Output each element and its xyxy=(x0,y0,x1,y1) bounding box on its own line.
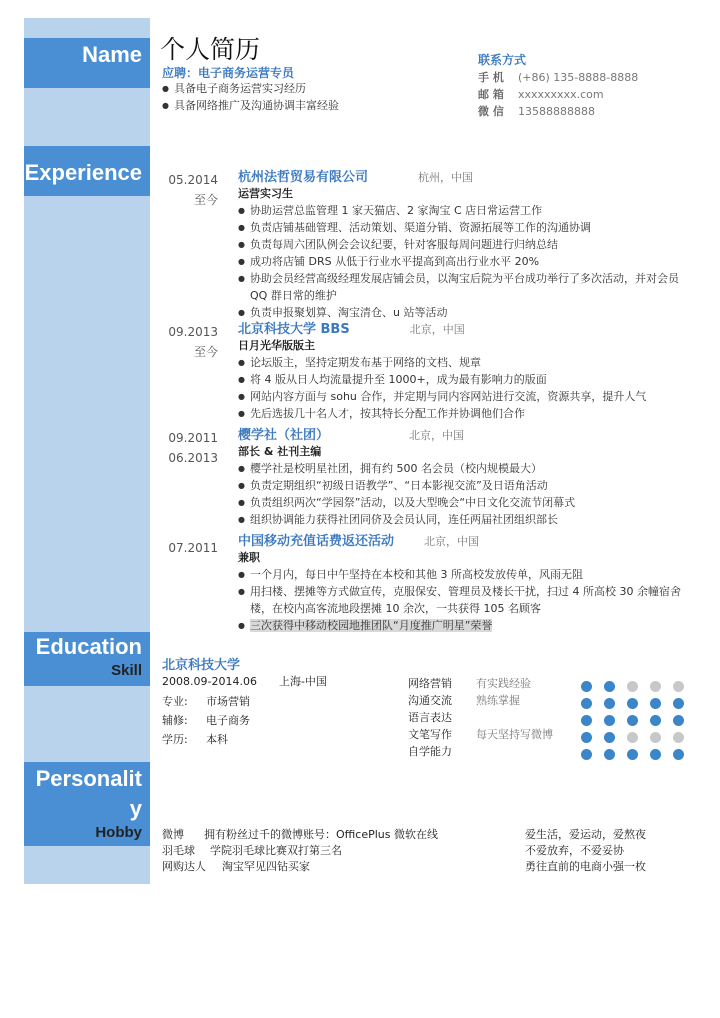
section-band-personality xyxy=(24,762,150,846)
exp-bullet: ● 成功将店铺 DRS 从低于行业水平提高到高出行业水平 20% xyxy=(238,253,698,270)
exp-bullet: ● 一个月内，每日中午坚持在本校和其他 3 所高校发放传单，风雨无阻 xyxy=(238,566,698,583)
rating-dot-filled xyxy=(581,749,592,760)
contact-block xyxy=(478,52,638,120)
skill-rating-row xyxy=(581,728,696,745)
section-personality-label: Personalit xyxy=(35,766,142,791)
rating-dot-filled xyxy=(673,749,684,760)
rating-dot-filled xyxy=(581,681,592,692)
exp-1 xyxy=(238,166,698,321)
section-personality-label-cont: y xyxy=(129,796,142,821)
header-points xyxy=(162,80,339,114)
exp-bullet: ● 协助运营总监管理 1 家天猫店、2 家淘宝 C 店日常运营工作 xyxy=(238,202,698,219)
exp-2-date: 09.2013 至今 xyxy=(168,325,218,359)
header-point: ● 具备网络推广及沟通协调丰富经验 xyxy=(162,97,339,114)
rating-dot-filled xyxy=(604,681,615,692)
exp-1-role: 运营实习生 xyxy=(238,187,293,200)
exp-4-loc: 北京，中国 xyxy=(424,535,480,548)
exp-bullet: ● 将 4 版从日人均流量提升至 1000+，成为最有影响力的版面 xyxy=(238,371,698,388)
exp-bullet: ● 协助会员经营高级经理发展店铺会员，以淘宝后院为平台成功举行了多次活动，并对会员 QQ 群日常的维护 xyxy=(238,270,698,304)
exp-bullet: ● 网站内容方面与 sohu 合作，并定期与同内容网站进行交流，资源共享，提升人气 xyxy=(238,388,698,405)
rating-dot-filled xyxy=(650,749,661,760)
rating-dot-empty xyxy=(673,732,684,743)
exp-bullet: ● 负责每周六团队例会会议纪要，针对客服每周问题进行归纳总结 xyxy=(238,236,698,253)
contact-phone: 手 机 (+86) 135-8888-8888 xyxy=(478,71,639,84)
rating-dot-filled xyxy=(650,698,661,709)
rating-dot-empty xyxy=(650,732,661,743)
exp-bullet: ● 组织协调能力获得社团同侪及会员认同，连任两届社团组织部长 xyxy=(238,511,698,528)
education-school: 北京科技大学 xyxy=(162,658,241,673)
contact-email: 邮 箱 xxxxxxxxx.com xyxy=(478,88,604,101)
exp-4-role: 兼职 xyxy=(238,551,260,564)
skill-rating-row xyxy=(581,745,696,762)
exp-4 xyxy=(238,530,698,634)
job-objective: 应聘：电子商务运营专员 xyxy=(162,66,295,80)
exp-3 xyxy=(238,424,698,528)
education-details: 专业: 市场营销 辅修: 电子商务 学历: 本科 xyxy=(162,695,250,746)
section-hobby-label: Hobby xyxy=(95,824,142,841)
exp-1-date: 05.2014 至今 xyxy=(168,173,218,207)
page-title: 个人简历 xyxy=(160,35,261,64)
rating-dot-filled xyxy=(650,715,661,726)
exp-bullet: ● 樱学社是校明星社团，拥有约 500 名会员（校内规模最大） xyxy=(238,460,698,477)
rating-dot-empty xyxy=(650,681,661,692)
section-band-education xyxy=(24,632,150,686)
rating-dot-filled xyxy=(627,698,638,709)
rating-dot-filled xyxy=(604,732,615,743)
exp-2-role: 日月光华版版主 xyxy=(238,339,315,352)
rating-dot-filled xyxy=(604,715,615,726)
skill-rating-dots xyxy=(581,677,696,762)
exp-bullet: ● 用扫楼、摆摊等方式做宣传，克服保安、管理员及楼长干扰，扫过 4 所高校 30 余幢宿舍楼，在校内高客流地段摆摊 10 余次，一共获得 105 名顾客 xyxy=(238,583,698,617)
exp-3-date: 09.2011 06.2013 xyxy=(168,431,218,465)
exp-1-loc: 杭州，中国 xyxy=(418,171,474,184)
exp-bullet: ● 论坛版主，坚持定期发布基于网络的文档、规章 xyxy=(238,354,698,371)
section-education-label: Education xyxy=(35,634,142,659)
skill-rating-row xyxy=(581,677,696,694)
section-experience-label: Experience xyxy=(24,160,142,185)
rating-dot-empty xyxy=(627,681,638,692)
exp-bullet: ● 负责店铺基础管理、活动策划、渠道分销、资源拓展等工作的沟通协调 xyxy=(238,219,698,236)
exp-4-org: 中国移动充值话费返还活动 xyxy=(238,534,395,549)
exp-3-loc: 北京，中国 xyxy=(409,429,465,442)
exp-bullet: ● 负责组织两次“学园祭”活动，以及大型晚会“中日文化交流节闭幕式 xyxy=(238,494,698,511)
rating-dot-filled xyxy=(673,698,684,709)
exp-1-org: 杭州法哲贸易有限公司 xyxy=(238,170,369,185)
exp-2-org: 北京科技大学 BBS xyxy=(238,322,350,337)
rating-dot-filled xyxy=(627,749,638,760)
exp-4-date: 07.2011 xyxy=(168,541,218,555)
education-period: 2008.09-2014.06 上海-中国 xyxy=(162,675,327,688)
rating-dot-filled xyxy=(604,698,615,709)
section-name-label: Name xyxy=(82,42,142,67)
exp-3-role: 部长 & 社刊主编 xyxy=(238,445,322,458)
hobby-list: 微博 拥有粉丝过千的微博账号：OfficePlus 微软在线 羽毛球 学院羽毛球比赛双打第三名 网购达人 淘宝罕见四钻买家 xyxy=(162,828,438,873)
exp-bullet: ● 三次获得中移动校园地推团队“月度推广明星”荣誉 xyxy=(238,617,698,634)
section-skill-label: Skill xyxy=(111,662,142,679)
personality-list: 爱生活，爱运动，爱熬夜 不爱放弃，不爱妥协 勇往直前的电商小强一枚 xyxy=(525,828,646,873)
rating-dot-filled xyxy=(627,715,638,726)
rating-dot-filled xyxy=(581,732,592,743)
exp-bullet: ● 负责申报聚划算、淘宝清仓、u 站等活动 xyxy=(238,304,698,321)
exp-2-loc: 北京，中国 xyxy=(409,323,465,336)
exp-bullet: ● 负责定期组织“初级日语教学”、“日本影视交流”及日语角活动 xyxy=(238,477,698,494)
section-band-experience xyxy=(24,146,150,196)
exp-3-org: 樱学社（社团） xyxy=(238,428,330,443)
contact-wechat: 微 信 13588888888 xyxy=(478,105,595,118)
exp-bullet: ● 先后选拔几十名人才，按其特长分配工作并协调他们合作 xyxy=(238,405,698,422)
skill-rating-row xyxy=(581,694,696,711)
rating-dot-empty xyxy=(673,681,684,692)
rating-dot-filled xyxy=(673,715,684,726)
header-point: ● 具备电子商务运营实习经历 xyxy=(162,80,339,97)
exp-2 xyxy=(238,318,698,422)
rating-dot-filled xyxy=(581,698,592,709)
rating-dot-empty xyxy=(627,732,638,743)
contact-heading: 联系方式 xyxy=(478,53,527,67)
section-band-name xyxy=(24,38,150,88)
skills-list: 网络营销 有实践经验 沟通交流 熟练掌握 语言表达 文笔写作 每天坚持写微博 自学能力 xyxy=(408,677,553,758)
rating-dot-filled xyxy=(604,749,615,760)
skill-rating-row xyxy=(581,711,696,728)
rating-dot-filled xyxy=(581,715,592,726)
